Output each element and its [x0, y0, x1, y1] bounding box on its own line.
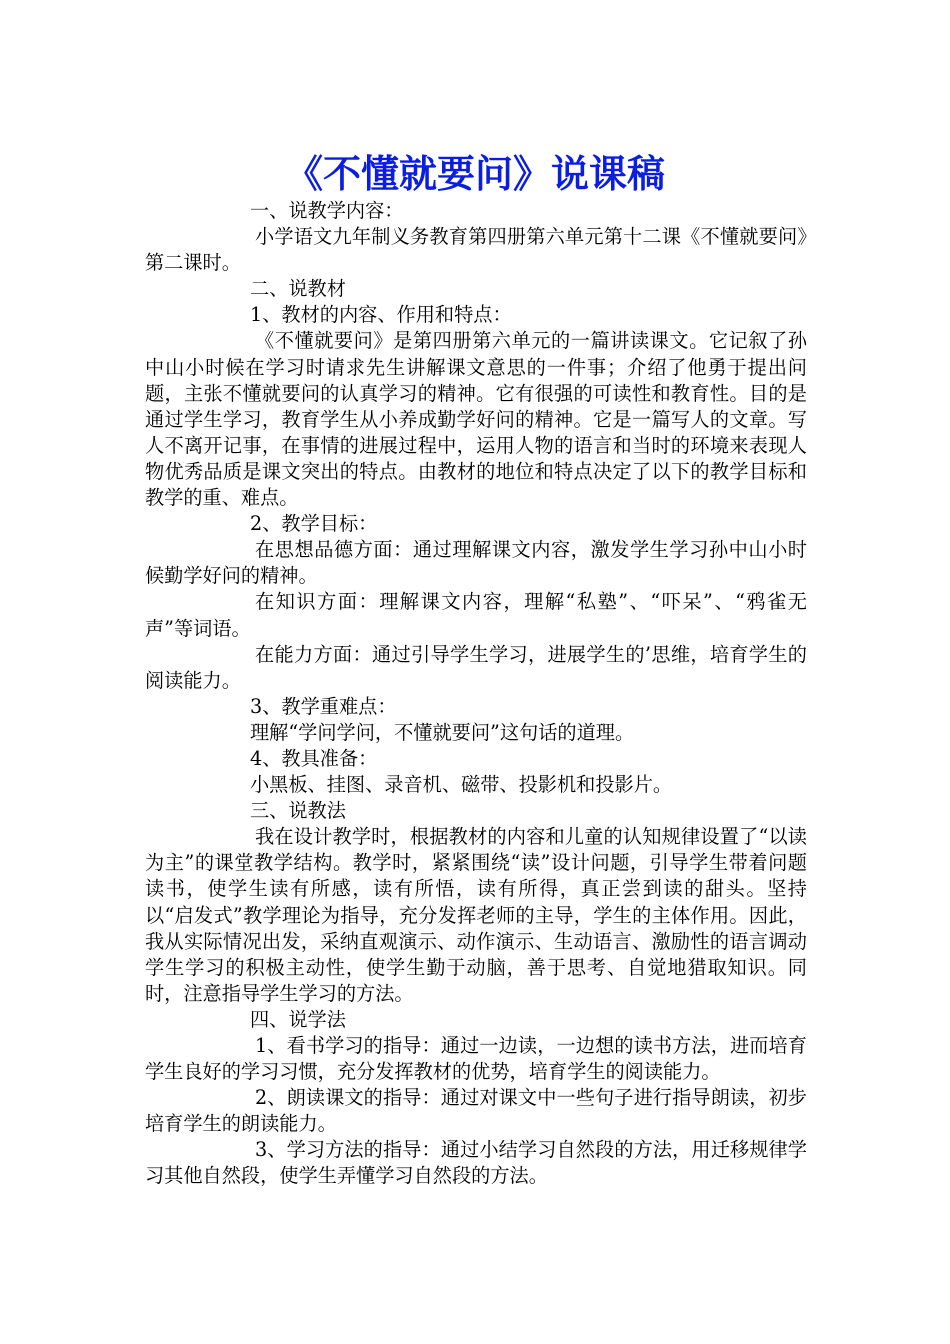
- document-body: [145, 198, 807, 1190]
- paragraph-key-points: 理解“学问学问，不懂就要问”这句话的道理。: [250, 720, 635, 744]
- paragraph-learning-methods: 3、学习方法的指导：通过小结学习自然段的方法，用迁移规律学习其他自然段，使学生弄懂学习自然段的方法。: [145, 1138, 807, 1188]
- paragraph-goal-ability: 在能力方面：通过引导学生学习，进展学生的’思维，培育学生的阅读能力。: [145, 642, 807, 692]
- subheading-key-points: 3、教学重难点：: [250, 694, 397, 718]
- document-title: 《不懂就要问》说课稿: [284, 152, 665, 197]
- paragraph-textbook-features: 《不懂就要问》是第四册第六单元的一篇讲读课文。它记叙了孙中山小时候在学习时请求先生讲解课文意思的一件事；介绍了他勇于提出问题，主张不懂就要问的认真学习的精神。它有很强的可读性和教育性。目的是通过学生学习，教育学生从小养成勤学好问的精神。它是一篇写人的文章。写人不离开记事，在事情的进展过程中，运用人物的语言和当时的环境来表现人物优秀品质是课文突出的特点。由教材的地位和特点决定了以下的教学目标和教学的重、难点。: [145, 329, 807, 510]
- paragraph-goal-knowledge: 在知识方面：理解课文内容，理解“私塾”、“吓呆”、“鸦雀无声”等词语。: [145, 590, 807, 640]
- heading-textbook: 二、说教材: [250, 277, 346, 301]
- paragraph-learning-reading: 1、看书学习的指导：通过一边读，一边想的读书方法，进而培育学生良好的学习习惯，充分发挥教材的优势，培育学生的阅读能力。: [145, 1034, 807, 1084]
- heading-teaching-content: 一、说教学内容：: [250, 199, 404, 222]
- subheading-teaching-goals: 2、教学目标：: [250, 512, 378, 536]
- paragraph-goal-moral: 在思想品德方面：通过理解课文内容，激发学生学习孙中山小时候勤学好问的精神。: [145, 538, 807, 588]
- paragraph-teaching-content: 小学语文九年制义务教育第四册第六单元第十二课《不懂就要问》第二课时。: [145, 225, 807, 275]
- paragraph-teaching-methods: 我在设计教学时，根据教材的内容和儿童的认知规律设置了“以读为主”的课堂教学结构。教学时，紧紧围绕“读”设计问题，引导学生带着问题读书，使学生读有所感，读有所悟，读有所得，真正尝到读的甜头。坚持以“启发式”教学理论为指导，充分发挥老师的主导，学生的主体作用。因此，我从实际情况出发，采纳直观演示、动作演示、生动语言、激励性的语言调动学生学习的积极主动性，使学生勤于动脑，善于思考、自觉地猎取知识。同时，注意指导学生学习的方法。: [145, 825, 807, 1005]
- heading-learning-methods: 四、说学法: [250, 1007, 346, 1031]
- paragraph-teaching-aids: 小黑板、挂图、录音机、磁带、投影机和投影片。: [250, 773, 673, 797]
- subheading-textbook-features: 1、教材的内容、作用和特点：: [250, 303, 512, 327]
- heading-teaching-methods: 三、说教法: [250, 799, 346, 823]
- paragraph-learning-recitation: 2、朗读课文的指导：通过对课文中一些句子进行指导朗读，初步培育学生的朗读能力。: [145, 1086, 807, 1136]
- subheading-teaching-aids: 4、教具准备：: [250, 746, 378, 770]
